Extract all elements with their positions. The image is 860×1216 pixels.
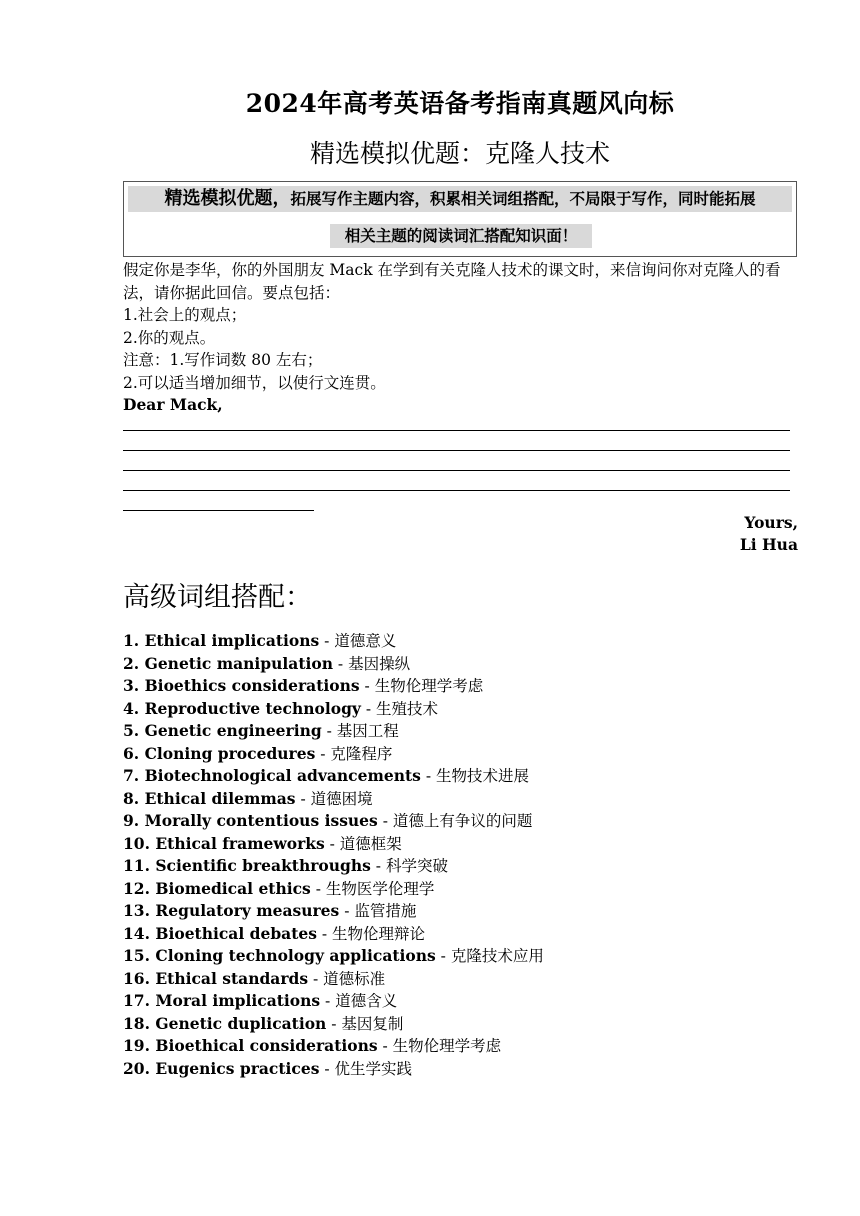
vocab-english: 10. Ethical frameworks [123, 833, 325, 853]
vocab-chinese: - 生物技术进展 [420, 767, 529, 785]
vocab-list [123, 630, 544, 1080]
vocab-item [123, 653, 544, 676]
vocab-english: 7. Biotechnological advancements [123, 766, 421, 785]
vocab-english: 1. Ethical implications [123, 631, 320, 650]
vocab-item [123, 720, 544, 743]
prompt-note-2: 2.可以适当增加细节，以使行文连贯。 [123, 373, 386, 392]
letter-closing: Yours, [744, 513, 798, 532]
notice-lead: 精选模拟优题， [164, 188, 291, 209]
vocab-english: 17. Moral implications [123, 991, 321, 1010]
letter-signature: Li Hua [739, 535, 798, 554]
vocab-english: 3. Bioethics considerations [123, 676, 360, 695]
vocab-chinese: - 道德困境 [295, 789, 373, 808]
vocab-english: 11. Scientific breakthroughs [123, 856, 371, 875]
writing-line [123, 490, 790, 491]
vocab-item [123, 945, 544, 968]
vocab-chinese: - 道德标准 [308, 969, 386, 988]
notice-line-2: 相关主题的阅读词汇搭配知识面！ [330, 224, 592, 248]
writing-line [123, 510, 314, 511]
writing-line [123, 430, 790, 431]
vocab-item [123, 923, 544, 946]
vocab-chinese: - 克隆程序 [315, 744, 393, 763]
vocab-english: 19. Bioethical considerations [123, 1036, 378, 1055]
vocab-chinese: - 基因复制 [326, 1014, 404, 1033]
vocab-item [123, 968, 544, 991]
vocab-chinese: - 科学突破 [370, 857, 448, 875]
vocab-item [123, 743, 544, 766]
vocab-chinese: - 道德意义 [319, 632, 397, 650]
vocab-english: 18. Genetic duplication [123, 1013, 327, 1033]
vocab-chinese: - 基因操纵 [332, 654, 411, 673]
vocab-english: 6. Cloning procedures [123, 743, 316, 763]
writing-line [123, 470, 790, 471]
vocab-item [123, 765, 544, 788]
vocab-item [123, 990, 544, 1013]
vocab-chinese: - 道德上有争议的问题 [377, 812, 533, 830]
vocab-english: 12. Biomedical ethics [123, 878, 311, 898]
vocab-item [123, 698, 544, 721]
vocab-english: 2. Genetic manipulation [123, 653, 333, 673]
vocab-english: 4. Reproductive technology [123, 698, 361, 718]
page-subtitle: 精选模拟优题：克隆人技术 [309, 139, 610, 168]
letter-greeting: Dear Mack, [123, 395, 223, 414]
vocab-chinese: - 生物伦理辩论 [316, 924, 426, 943]
vocab-english: 16. Ethical standards [123, 968, 309, 988]
notice-line-1 [128, 186, 792, 212]
notice-line-1-text: 拓展写作主题内容，积累相关词组搭配，不局限于写作，同时能拓展 [290, 189, 756, 208]
vocab-item [123, 1013, 544, 1036]
vocab-english: 14. Bioethical debates [123, 923, 317, 943]
writing-line [123, 450, 790, 451]
vocab-item [123, 788, 544, 811]
vocab-english: 5. Genetic engineering [123, 721, 322, 740]
vocab-chinese: - 生殖技术 [360, 699, 439, 718]
notice-box [123, 181, 797, 257]
vocab-item [123, 630, 544, 653]
vocab-chinese: - 优生学实践 [319, 1059, 413, 1078]
vocab-english: 20. Eugenics practices [123, 1058, 320, 1078]
prompt-point-1: 1.社会上的观点； [123, 306, 247, 324]
prompt-note-1: 注意：1.写作词数 80 左右； [123, 351, 323, 369]
vocab-item [123, 878, 544, 901]
vocab-item [123, 900, 544, 923]
prompt-intro: 假定你是李华，你的外国朋友 Mack 在学到有关克隆人技术的课文时，来信询问你对克隆人的看法，请你据此回信。要点包括： [123, 261, 781, 302]
vocab-heading: 高级词组搭配： [123, 582, 312, 613]
prompt-point-2: 2.你的观点。 [123, 328, 216, 347]
writing-prompt [123, 259, 803, 417]
vocab-chinese: - 道德含义 [320, 992, 398, 1010]
vocab-chinese: - 基因工程 [321, 722, 399, 740]
vocab-item [123, 1058, 544, 1081]
vocab-english: 8. Ethical dilemmas [123, 788, 296, 808]
vocab-chinese: - 生物医学伦理学 [310, 879, 435, 898]
vocab-english: 9. Morally contentious issues [123, 811, 378, 830]
vocab-chinese: - 生物伦理学考虑 [359, 677, 484, 695]
vocab-english: 15. Cloning technology applications [123, 946, 436, 965]
vocab-item [123, 810, 544, 833]
vocab-chinese: - 生物伦理学考虑 [377, 1037, 502, 1055]
vocab-english: 13. Regulatory measures [123, 901, 340, 920]
vocab-chinese: - 克隆技术应用 [435, 947, 544, 965]
vocab-item [123, 833, 544, 856]
vocab-item [123, 675, 544, 698]
page-title: 2024年高考英语备考指南真题风向标 [245, 89, 675, 118]
vocab-chinese: - 道德框架 [324, 834, 402, 853]
vocab-chinese: - 监管措施 [339, 902, 417, 920]
vocab-item [123, 1035, 544, 1058]
vocab-item [123, 855, 544, 878]
